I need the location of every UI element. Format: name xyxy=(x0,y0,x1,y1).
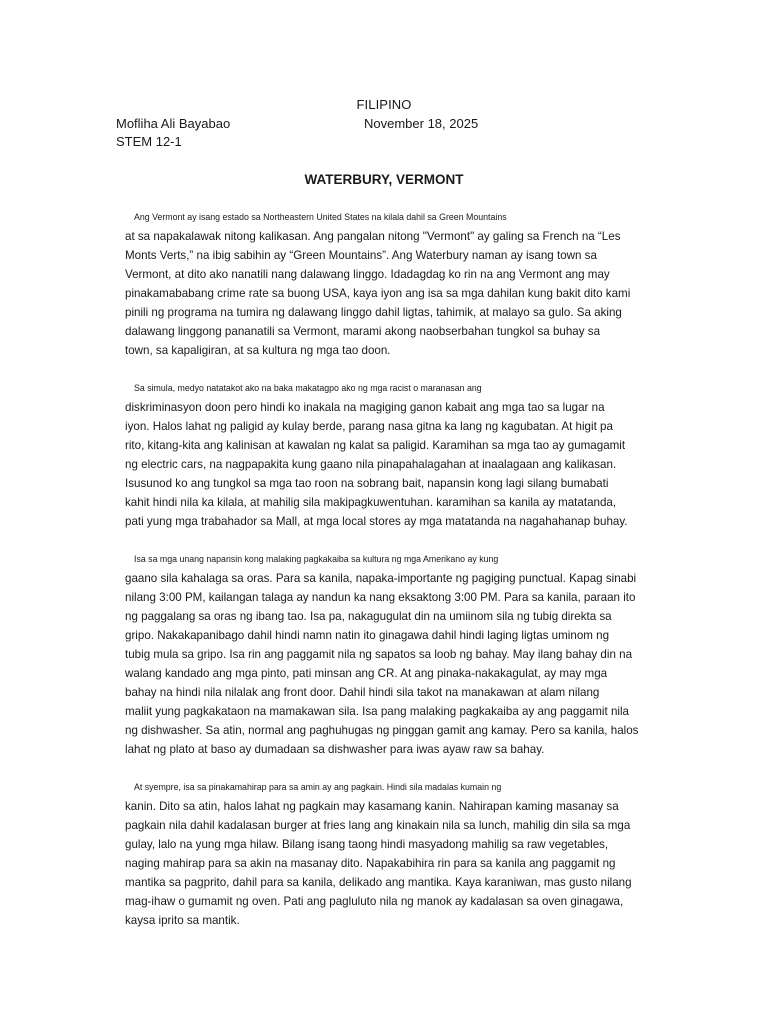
subject-heading: FILIPINO xyxy=(356,97,412,112)
text-line: bahay na hindi nila nilalak ang front door. Dahil hindi sila takot na manakawan at alam nilang xyxy=(125,686,600,699)
author-name: Mofliha Ali Bayabao xyxy=(116,116,231,131)
text-line: walang kandado ang mga pinto, pati minsan ang CR. At ang pinaka-nakakagulat, ay may mga xyxy=(125,667,608,680)
text-line: lahat ng plato at baso ay dumadaan sa dishwasher para iwas ayaw raw sa bahay. xyxy=(125,743,545,756)
text-line: diskriminasyon doon pero hindi ko inakala na magiging ganon kabait ang mga tao sa lugar na xyxy=(125,401,605,414)
paragraph xyxy=(116,208,654,360)
text-line: mag-ihaw o gumamit ng oven. Pati ang pagluluto nila ng manok ay kadalasan sa oven ginagawa, xyxy=(125,895,624,908)
text-line: kanin. Dito sa atin, halos lahat ng pagkain may kasamang kanin. Nahirapan kaming masanay sa xyxy=(125,800,619,813)
text-line: Sa simula, medyo natatakot ako na baka makatagpo ako ng mga racist o maranasan ang xyxy=(134,383,482,393)
text-line: Vermont, at dito ako nanatili nang dalawang linggo. Idadagdag ko rin na ang Vermont ang may xyxy=(125,268,610,281)
text-line: gaano sila kahalaga sa oras. Para sa kanila, napaka-importante ng pagiging punctual. Kapag sinabi xyxy=(125,572,637,585)
text-line: dalawang linggong pananatili sa Vermont, marami akong naobserbahan tungkol sa buhay sa xyxy=(125,325,601,338)
text-line: nilang 3:00 PM, kailangan talaga ay nandun ka nang eksaktong 3:00 PM. Para sa kanila, paraan ito xyxy=(125,591,636,604)
text-line: iyon. Halos lahat ng paligid ay kulay berde, parang nasa gitna ka lang ng kagubatan. At higit pa xyxy=(125,420,613,433)
paragraph xyxy=(116,379,654,531)
text-line: pinili ng programa na tumira ng dalawang linggo dahil ligtas, tahimik, at malayo sa gulo. Sa aking xyxy=(125,306,622,319)
text-line: kahit hindi nila ka kilala, at mahilig sila makipagkuwentuhan. karamihan sa kanila ay matatanda, xyxy=(125,496,617,509)
document-title: WATERBURY, VERMONT xyxy=(304,172,464,187)
text-line: at sa napakalawak nitong kalikasan. Ang pangalan nitong "Vermont" ay galing sa French na “Les xyxy=(125,230,621,243)
text-line: Isusunod ko ang tungkol sa mga tao roon na sobrang bait, napansin kong lagi silang bumabati xyxy=(125,477,609,490)
text-line: At syempre, isa sa pinakamahirap para sa amin ay ang pagkain. Hindi sila madalas kumain ng xyxy=(134,782,502,792)
paragraph xyxy=(116,550,654,759)
text-line: rito, kitang-kita ang kalinisan at kawalan ng kalat sa paligid. Karamihan sa mga tao ay gumagamit xyxy=(125,439,626,452)
text-line: pinakamababang crime rate sa buong USA, kaya iyon ang isa sa mga dahilan kung bakit dito kami xyxy=(125,287,631,300)
paragraph xyxy=(116,778,654,930)
text-line: pati yung mga trabahador sa Mall, at mga local stores ay mga matatanda na nagahahanap buhay. xyxy=(125,515,628,528)
text-line: ng dishwasher. Sa atin, normal ang paghuhugas ng pinggan gamit ang kamay. Pero sa kanila, halos xyxy=(125,724,639,737)
text-line: Ang Vermont ay isang estado sa Northeastern United States na kilala dahil sa Green Mountains xyxy=(134,212,507,222)
text-line: kaysa iprito sa mantik. xyxy=(125,914,240,927)
text-line: ng paggalang sa oras ng ibang tao. Isa pa, nakagugulat din na umiinom sila ng tubig direkta sa xyxy=(125,610,612,623)
text-line: maliit yung pagkakataon na mamakawan sila. Isa pang malaking pagkakaiba ay ang paggamit nila xyxy=(125,705,629,718)
text-line: Isa sa mga unang napansin kong malaking pagkakaiba sa kultura ng mga Amerikano ay kung xyxy=(134,554,499,564)
text-line: gulay, lalo na yung mga hilaw. Bilang isang taong hindi masyadong mahilig sa raw vegetables, xyxy=(125,838,609,851)
text-line: town, sa kapaligiran, at sa kultura ng mga tao doon. xyxy=(125,344,391,357)
text-line: Monts Verts,” na ibig sabihin ay “Green Mountains”. Ang Waterbury naman ay isang town sa xyxy=(125,249,597,262)
document-date: November 18, 2025 xyxy=(364,116,479,131)
text-line: ng electric cars, na nagpapakita kung gaano nila pinapahalagahan at inaalagaan ang kalikasan. xyxy=(125,458,617,471)
text-line: mantika sa pagprito, dahil para sa kanila, delikado ang mantika. Kaya karaniwan, mas gusto nilang xyxy=(125,876,632,889)
text-line: tubig mula sa gripo. Isa rin ang paggamit nila ng sapatos sa loob ng bahay. May ilang bahay din na xyxy=(125,648,633,661)
text-line: naging mahirap para sa akin na masanay dito. Napakabihira rin para sa kanila ang paggamit ng xyxy=(125,857,616,870)
text-line: pagkain nila dahil kadalasan burger at fries lang ang kinakain nila sa lunch, mahilig din sila sa mga xyxy=(125,819,631,832)
text-line: gripo. Nakakapanibago dahil hindi namn natin ito ginagawa dahil hindi laging ligtas uminom ng xyxy=(125,629,610,642)
class-section: STEM 12-1 xyxy=(116,134,182,149)
essay-body xyxy=(116,208,654,949)
